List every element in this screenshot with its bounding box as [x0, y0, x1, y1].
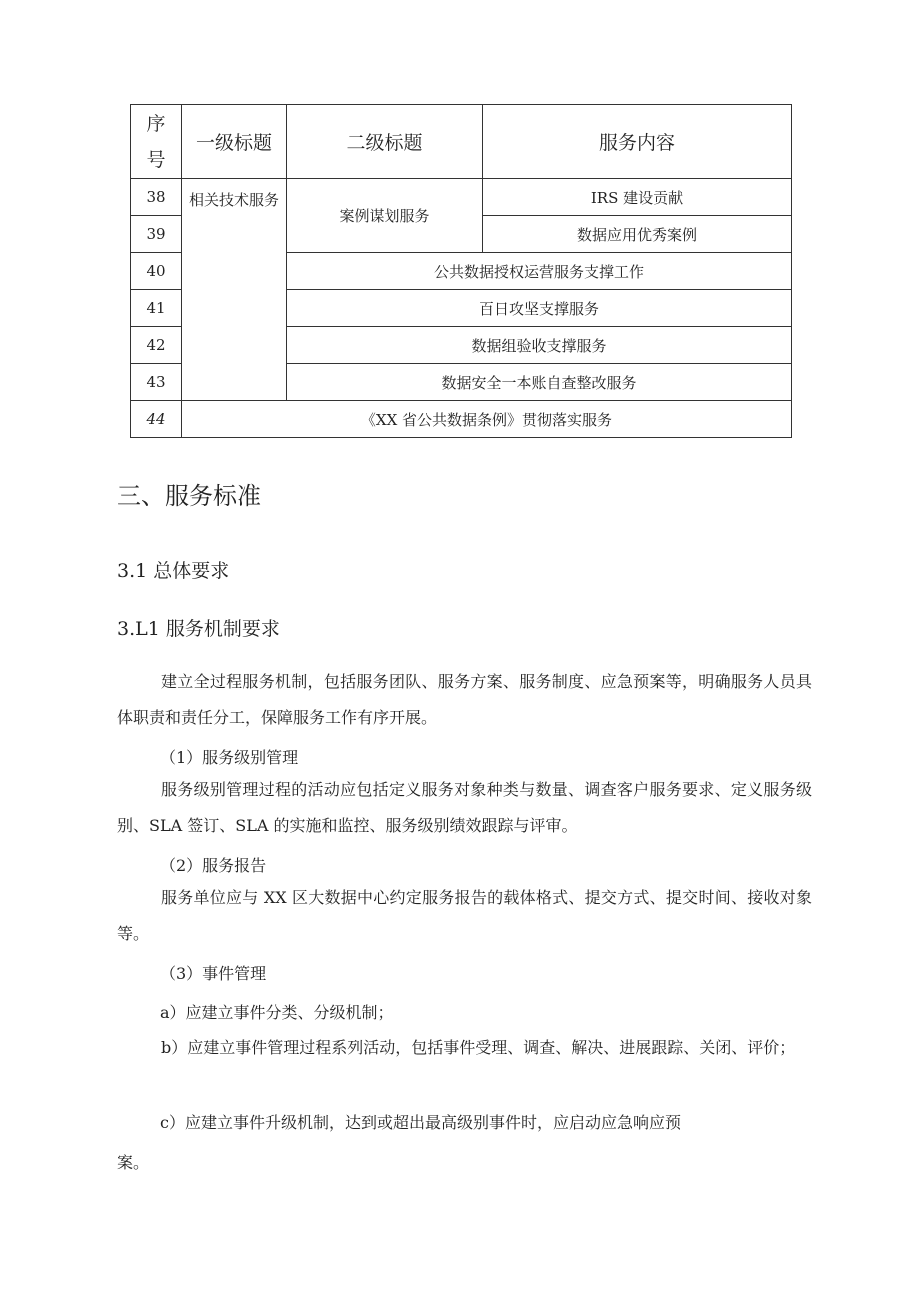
content-cell: 百日攻坚支撑服务: [287, 290, 792, 327]
header-seq-line1: 序: [146, 112, 166, 135]
subsection-title: 3.1 总体要求: [117, 560, 230, 582]
row-number: 38: [131, 179, 182, 216]
category-cell: 相关技术服务: [182, 179, 287, 401]
row-number: 39: [131, 216, 182, 253]
table-row: [131, 401, 792, 438]
item1-title: （1）服务级别管理: [160, 748, 299, 767]
header-level1: 一级标题: [182, 105, 287, 179]
row-number: 41: [131, 290, 182, 327]
content-cell: 数据应用优秀案例: [483, 216, 792, 253]
content-cell: 《XX 省公共数据条例》贯彻落实服务: [182, 401, 792, 438]
item3-c-continued: 案。: [117, 1153, 150, 1172]
subsubsection-title: 3.L1 服务机制要求: [117, 618, 280, 640]
table-row: [131, 179, 792, 216]
row-number: 40: [131, 253, 182, 290]
content-cell: IRS 建设贡献: [483, 179, 792, 216]
row-number: 43: [131, 364, 182, 401]
header-content: 服务内容: [483, 105, 792, 179]
intro-paragraph: 建立全过程服务机制，包括服务团队、服务方案、服务制度、应急预案等，明确服务人员具体职责和责任分工，保障服务工作有序开展。: [117, 672, 812, 727]
item3-c: c）应建立事件升级机制，达到或超出最高级别事件时，应启动应急响应预: [160, 1113, 681, 1132]
content-cell: 数据组验收支撑服务: [287, 327, 792, 364]
item3-b: b）应建立事件管理过程系列活动，包括事件受理、调查、解决、进展跟踪、关闭、评价；: [161, 1038, 796, 1057]
table-header-row: [131, 105, 792, 179]
item3-a: a）应建立事件分类、分级机制；: [160, 1003, 394, 1022]
row-number: 44: [131, 401, 182, 438]
header-level2: 二级标题: [287, 105, 483, 179]
content-cell: 数据安全一本账自查整改服务: [287, 364, 792, 401]
section-title: 三、服务标准: [117, 482, 261, 510]
row-number: 42: [131, 327, 182, 364]
item1-paragraph: 服务级别管理过程的活动应包括定义服务对象种类与数量、调查客户服务要求、定义服务级别、SLA 签订、SLA 的实施和监控、服务级别绩效跟踪与评审。: [117, 780, 812, 835]
service-table: [130, 104, 792, 438]
item2-paragraph: 服务单位应与 XX 区大数据中心约定服务报告的载体格式、提交方式、提交时间、接收对象等。: [117, 888, 812, 943]
header-seq-line2: 号: [146, 148, 166, 171]
item3-title: （3）事件管理: [160, 964, 267, 983]
subcategory-cell: 案例谋划服务: [287, 179, 483, 253]
item2-title: （2）服务报告: [160, 856, 267, 875]
content-cell: 公共数据授权运营服务支撑工作: [287, 253, 792, 290]
header-seq: [131, 105, 182, 179]
